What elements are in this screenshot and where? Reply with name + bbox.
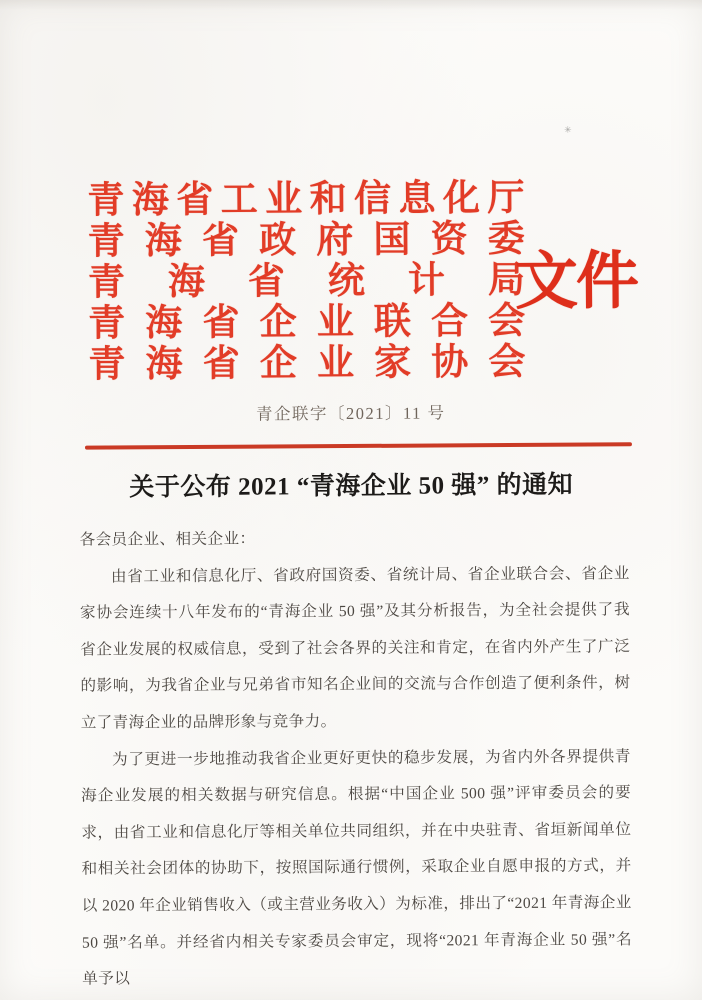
issuer-line-entrepreneurs-association: 青 海 省 企 业 家 协 会 bbox=[88, 341, 526, 386]
body-paragraph-1: 由省工业和信息化厅、省政府国资委、省统计局、省企业联合会、省企业家协会连续十八年发布的“青海企业 50 强”及其分析报告，为全社会提供了我省企业发展的权威信息，受到了社会各界的关注和肯定，在省内外产生了广泛的影响，为我省企业与兄弟省市知名企业间的交流与合作创造了便利条件，树立了青海企业的品牌形象与竞争力。 bbox=[79, 564, 631, 732]
issuer-line-statistics-bureau: 青 海 省 统 计 局 bbox=[87, 259, 526, 304]
issuer-line-sasac: 青 海 省 政 府 国 资 委 bbox=[87, 218, 525, 263]
body-paragraph-2: 为了更进一步地推动我省企业更好更快的稳步发展，为省内外各界提供青海企业发展的相关数据与研究信息。根据“中国企业 500 强”评审委员会的要求，由省工业和信息化厅等相关单位共同组织，并在中央驻青、省垣新闻单位和相关社会团体的协助下，按照国际通行惯例，采取企业自愿申报的方式，并以 2020 年企业销售收入（或主营业务收入）为标准，排出了“2021 年青海企业 50 强”名单。并经省内相关专家委员会审定，现将“2021 年青海企业 50 强”名单予以 bbox=[81, 747, 633, 988]
doc-type-label: 文件 bbox=[514, 246, 638, 317]
registration-mark-icon: ✳ bbox=[564, 125, 572, 136]
letterhead bbox=[87, 178, 525, 386]
issuer-line-enterprise-confederation: 青 海 省 企 业 联 合 会 bbox=[88, 300, 526, 345]
issuer-line-industry-it-dept: 青 海 省 工 业 和 信 息 化 厅 bbox=[87, 177, 525, 222]
doc-number: 青企联字〔2021〕11 号 bbox=[255, 403, 446, 424]
document-body bbox=[79, 519, 632, 998]
salutation: 各会员企业、相关企业： bbox=[79, 530, 256, 549]
red-divider-rule bbox=[85, 442, 632, 449]
document-title: 关于公布 2021 “青海企业 50 强” 的通知 bbox=[129, 471, 574, 502]
